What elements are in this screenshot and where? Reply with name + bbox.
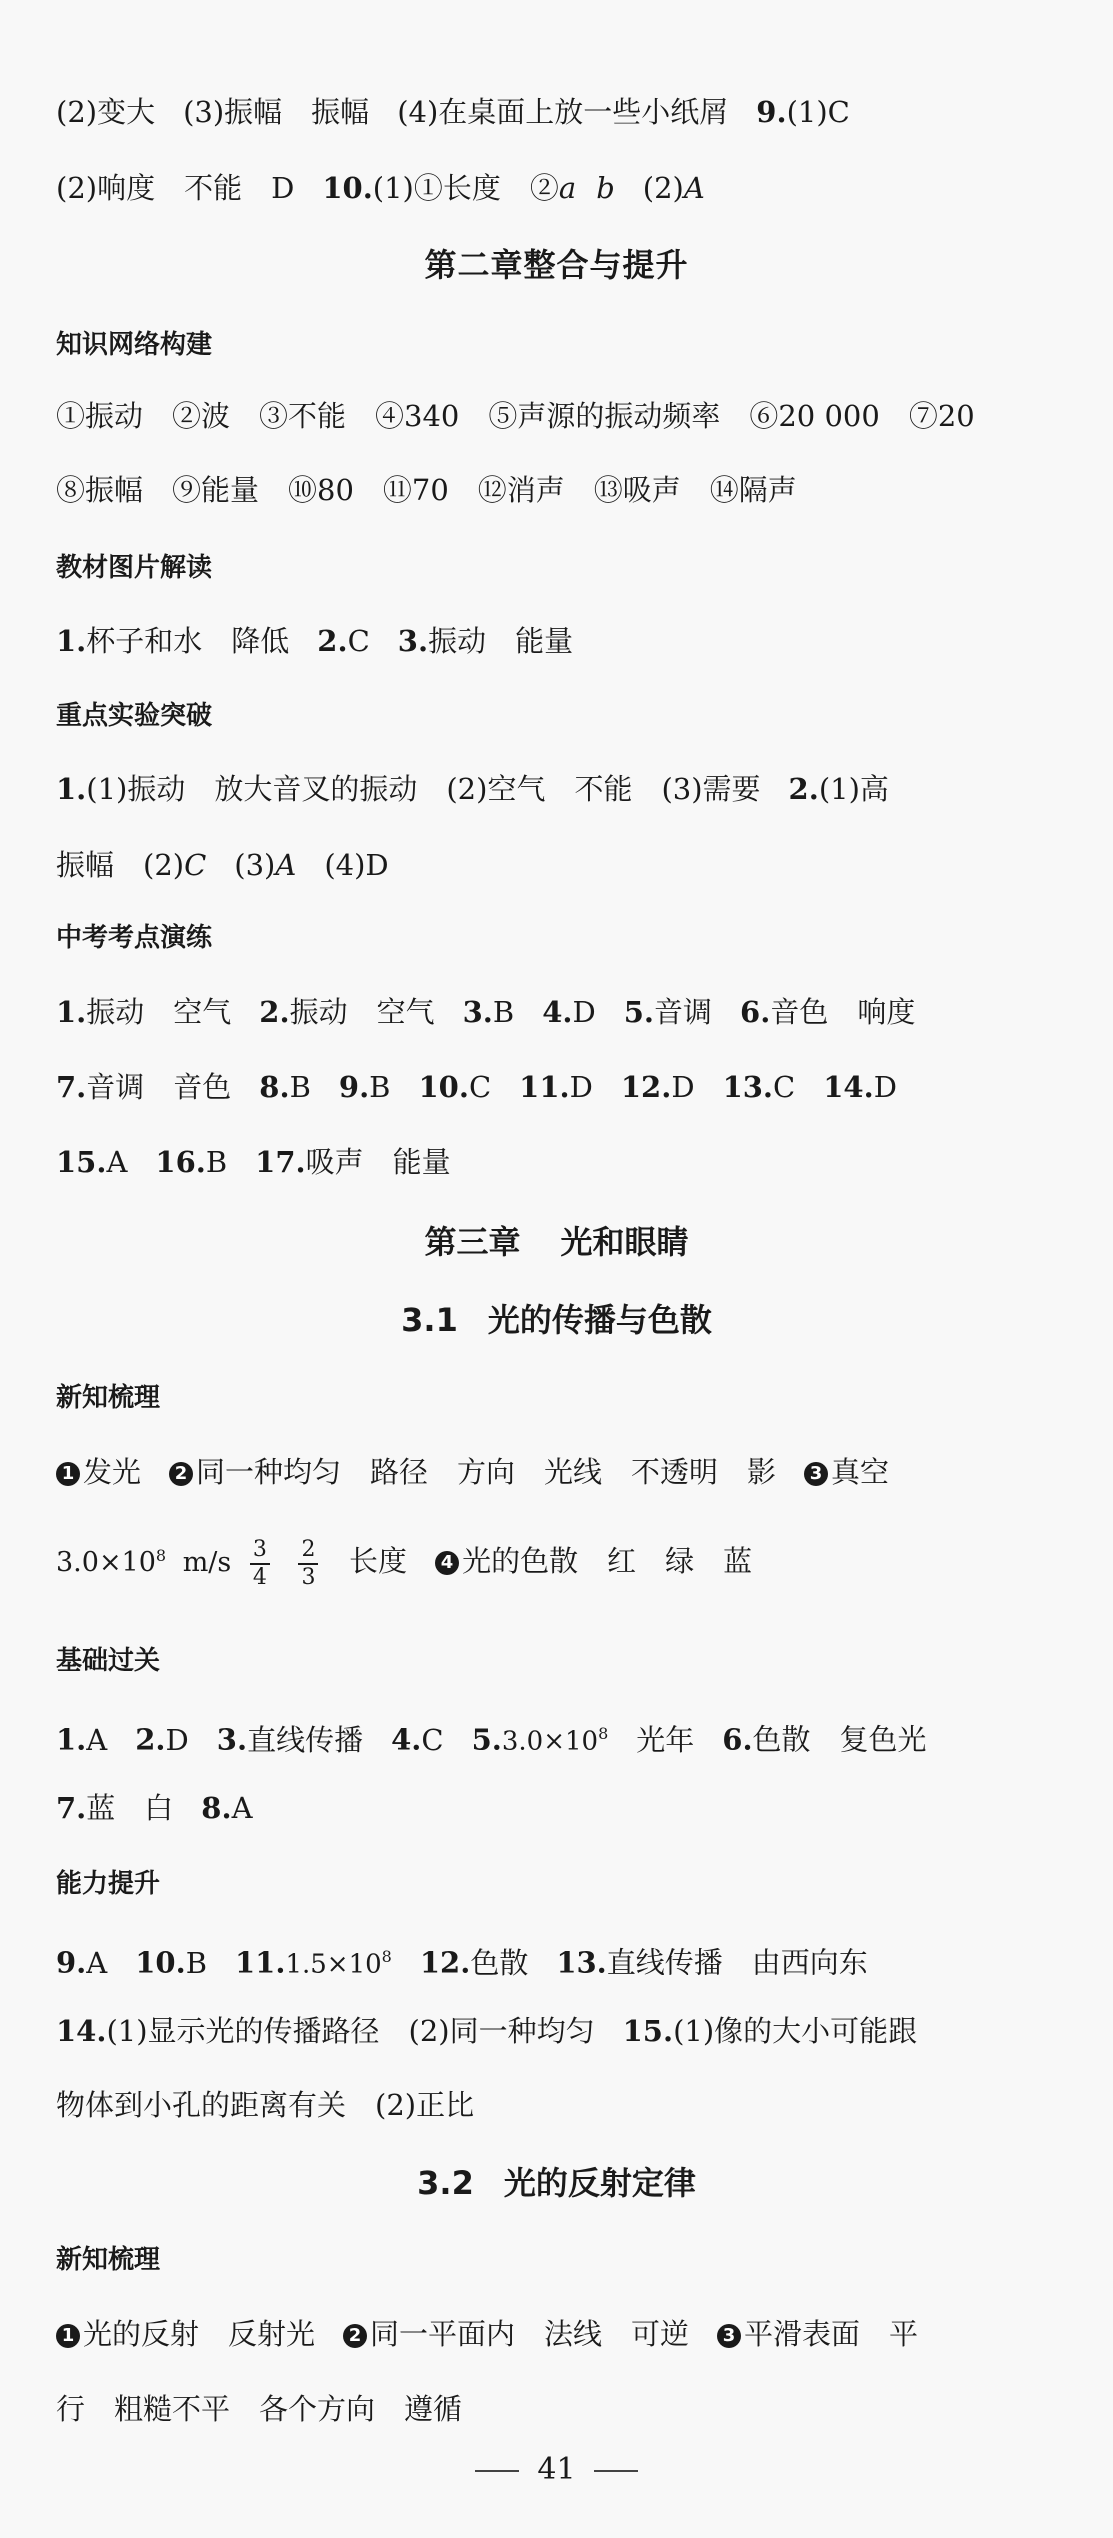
answer-text: (1)高 (818, 772, 889, 806)
answer-text: 色散 复色光 (752, 1722, 927, 1757)
answer-text: A (683, 171, 705, 205)
answer-text: 光年 (636, 1722, 695, 1757)
question-number: 14. (823, 1070, 874, 1104)
question-number: 3. (397, 624, 429, 658)
question-number: 9. (338, 1070, 370, 1104)
answer-text: (4)D (324, 848, 389, 882)
exponent: 8 (381, 1947, 392, 1966)
answer-text: A (106, 1145, 128, 1179)
answer-text: (1)显示光的传播路径 (2)同一种均匀 (106, 2014, 595, 2048)
answer-text: 振动 空气 (289, 995, 435, 1029)
question-number: 1. (56, 995, 87, 1029)
question-number: 4. (542, 995, 573, 1029)
heading-text: 第三章 (424, 1223, 521, 1261)
answer-line (56, 1536, 1083, 1591)
answer-text: (3) (234, 848, 276, 882)
question-number: 3. (216, 1722, 248, 1757)
question-number: 1. (56, 1722, 87, 1757)
answer-line (56, 1067, 1083, 1107)
answer-text: (4)在桌面上放一些小纸屑 (397, 95, 729, 129)
answer-line: ①振动 ②波 ③不能 ④340 ⑤声源的振动频率 ⑥20 000 ⑦20 (56, 399, 975, 433)
answer-text: B (492, 995, 515, 1029)
answer-line (56, 769, 1083, 809)
answer-line (56, 1142, 1083, 1182)
answer-text: C (773, 1070, 796, 1104)
answer-text: (2)变大 (56, 95, 156, 129)
section-title: 基础过关 (56, 1646, 161, 1676)
answer-line (56, 845, 1083, 885)
question-number: 10. (418, 1070, 469, 1104)
lesson-heading (0, 1298, 1113, 1342)
question-number: 15. (56, 1145, 107, 1179)
fraction-numerator: 3 (252, 1536, 267, 1562)
chapter-heading (0, 1220, 1113, 1264)
answer-line: ⑧振幅 ⑨能量 ⑩80 ⑪70 ⑫消声 ⑬吸声 ⑭隔声 (56, 473, 797, 507)
question-number: 17. (255, 1145, 306, 1179)
answer-text: A (86, 1722, 108, 1757)
heading-text: 3.1 (401, 1301, 458, 1339)
answer-text: (1)像的大小可能跟 (673, 2014, 918, 2048)
question-number: 9. (756, 95, 787, 129)
answer-line (56, 992, 1083, 1032)
answer-line (56, 1714, 1083, 1762)
chapter-heading (0, 243, 1113, 287)
heading-text: 光的反射定律 (503, 2164, 696, 2202)
fraction-denominator: 3 (301, 1564, 316, 1590)
question-number: 6. (722, 1722, 753, 1757)
fraction (250, 1537, 270, 1591)
heading-text: 光的传播与色散 (487, 1301, 712, 1339)
answer-text: B (289, 1070, 311, 1104)
question-number: 8. (201, 1791, 232, 1825)
answer-text: 长度 (349, 1544, 408, 1578)
question-number: 15. (622, 2014, 674, 2048)
answer-text: a (558, 171, 577, 205)
exponent: 8 (155, 1546, 167, 1565)
question-number: 11. (235, 1945, 286, 1980)
answer-text: (3)振幅 振幅 (183, 95, 370, 129)
fraction (298, 1537, 318, 1591)
section-title: 教材图片解读 (56, 553, 213, 583)
answer-text: 色散 (470, 1945, 529, 1980)
question-number: 8. (259, 1070, 290, 1104)
answer-text: 3.0×10 (501, 1726, 599, 1757)
answer-text: D (572, 995, 596, 1029)
answer-text: C (184, 848, 207, 882)
question-number: 12. (620, 1070, 672, 1104)
question-number: 5. (623, 995, 655, 1029)
answer-text: 振动 能量 (428, 624, 574, 658)
question-number: 4. (391, 1722, 422, 1757)
answer-text: 3.0×10 (56, 1547, 156, 1578)
answer-line (56, 1452, 1083, 1492)
question-number: 11. (519, 1070, 570, 1104)
answer-text: 发光 (83, 1455, 142, 1489)
answer-text: (1)振动 放大音叉的振动 (2)空气 不能 (3)需要 (86, 772, 761, 806)
answer-text: 音调 音色 (86, 1070, 232, 1104)
answer-text: 同一种均匀 路径 方向 光线 不透明 影 (196, 1455, 777, 1489)
answer-text: 平滑表面 平 (744, 2317, 919, 2351)
answer-text: A (86, 1945, 108, 1980)
answer-line (56, 1788, 1083, 1828)
answer-text: 吸声 能量 (305, 1145, 451, 1179)
fraction-denominator: 4 (252, 1564, 267, 1590)
answer-text: A (275, 848, 297, 882)
answer-text: 音调 (654, 995, 713, 1029)
answer-line: 物体到小孔的距离有关 (2)正比 (56, 2088, 475, 2122)
section-title: 重点实验突破 (56, 701, 213, 731)
section-title: 新知梳理 (56, 2245, 161, 2275)
question-number: 1. (56, 624, 87, 658)
section-title: 中考考点演练 (56, 923, 213, 953)
answer-text: 音色 响度 (770, 995, 916, 1029)
question-number: 3. (462, 995, 493, 1029)
question-number: 2. (317, 624, 348, 658)
answer-text: D (873, 1070, 897, 1104)
answer-text: 直线传播 (247, 1722, 364, 1757)
exponent: 8 (598, 1724, 609, 1743)
page-number (0, 2450, 1113, 2490)
answer-text: 直线传播 由西向东 (606, 1945, 868, 1980)
answer-line (56, 621, 1083, 661)
question-number: 10. (135, 1945, 186, 1980)
answer-line (56, 2314, 1083, 2354)
circled-number-icon: 1 (56, 1462, 80, 1486)
answer-text: 1.5×10 (285, 1949, 382, 1980)
answer-text: D (165, 1722, 189, 1757)
lesson-heading (0, 2161, 1113, 2205)
question-number: 7. (56, 1791, 87, 1825)
answer-text: 杯子和水 降低 (86, 624, 290, 658)
question-number: 16. (155, 1145, 206, 1179)
heading-text: 第二章整合与提升 (424, 246, 689, 284)
question-number: 13. (722, 1070, 774, 1104)
answer-text: A (231, 1791, 253, 1825)
answer-text: 振幅 (2) (56, 848, 185, 882)
question-number: 14. (56, 2014, 107, 2048)
answer-text: C (468, 1070, 492, 1104)
answer-line (56, 1937, 1083, 1985)
answer-text: C (421, 1722, 444, 1757)
section-title: 知识网络构建 (56, 330, 213, 360)
answer-line (56, 168, 1083, 208)
question-number: 10. (322, 171, 373, 205)
question-number: 9. (56, 1945, 87, 1980)
answer-text: B (369, 1070, 391, 1104)
answer-text: D (569, 1070, 593, 1104)
answer-text: 蓝 白 (86, 1791, 174, 1825)
question-number: 5. (471, 1722, 502, 1757)
answer-text: 光的色散 红 绿 蓝 (462, 1544, 753, 1578)
heading-text: 光和眼睛 (560, 1223, 689, 1261)
answer-text: (1)C (786, 95, 850, 129)
question-number: 6. (740, 995, 771, 1029)
circled-number-icon: 4 (435, 1551, 459, 1575)
answer-text: D (671, 1070, 695, 1104)
question-number: 7. (56, 1070, 87, 1104)
unit-text: m/s (182, 1547, 232, 1578)
circled-number-icon: 3 (717, 2324, 741, 2348)
answer-text: b (596, 171, 615, 205)
circled-number-icon: 3 (804, 1462, 828, 1486)
question-number: 1. (56, 772, 87, 806)
answer-line: 行 粗糙不平 各个方向 遵循 (56, 2392, 463, 2426)
answer-text: (2) (642, 171, 684, 205)
section-title: 新知梳理 (56, 1383, 161, 1413)
answer-text: 光的反射 反射光 (83, 2317, 316, 2351)
question-number: 2. (788, 772, 819, 806)
answer-text: (2)响度 不能 D (56, 171, 295, 205)
circled-number-icon: 1 (56, 2324, 80, 2348)
question-number: 2. (259, 995, 290, 1029)
answer-text: 振动 空气 (86, 995, 232, 1029)
question-number: 2. (135, 1722, 166, 1757)
question-number: 13. (556, 1945, 607, 1980)
answer-line (56, 92, 1083, 132)
page-number-text: 41 (537, 2452, 576, 2487)
answer-line (56, 2011, 1083, 2051)
heading-text: 3.2 (417, 2164, 474, 2202)
answer-text: C (347, 624, 370, 658)
circled-number-icon: 2 (343, 2324, 367, 2348)
section-title: 能力提升 (56, 1869, 161, 1899)
answer-text: 同一平面内 法线 可逆 (370, 2317, 690, 2351)
fraction-numerator: 2 (301, 1536, 316, 1562)
answer-text: 真空 (831, 1455, 890, 1489)
answer-text: B (185, 1945, 207, 1980)
answer-text: (1)①长度 ② (372, 171, 559, 205)
question-number: 12. (419, 1945, 471, 1980)
circled-number-icon: 2 (169, 1462, 193, 1486)
answer-text: B (205, 1145, 228, 1179)
